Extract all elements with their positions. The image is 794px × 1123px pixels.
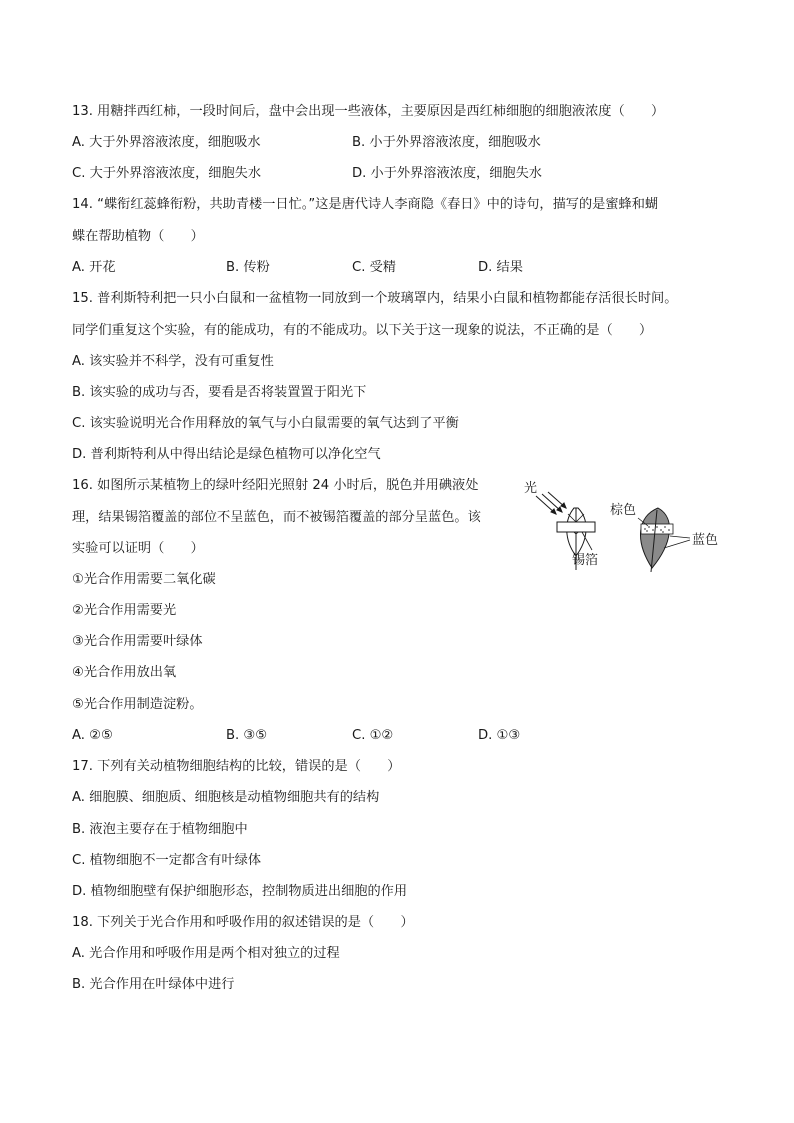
question-16-option-a[interactable]: A. ②⑤ <box>72 728 113 743</box>
question-16-statement-4: ④光合作用放出氧 <box>72 665 177 680</box>
light-label: 光 <box>524 481 538 496</box>
question-15-option-c[interactable]: C. 该实验说明光合作用释放的氧气与小白鼠需要的氧气达到了平衡 <box>72 416 459 431</box>
question-16-option-d[interactable]: D. ①③ <box>478 728 521 743</box>
question-13-option-a[interactable]: A. 大于外界溶液浓度，细胞吸水 <box>72 135 261 150</box>
question-14-stem-line2: 蝶在帮助植物（ ） <box>72 229 204 244</box>
question-14-option-d[interactable]: D. 结果 <box>478 260 523 275</box>
question-17-option-a[interactable]: A. 细胞膜、细胞质、细胞核是动植物细胞共有的结构 <box>72 790 380 805</box>
question-13-option-b[interactable]: B. 小于外界溶液浓度，细胞吸水 <box>352 135 541 150</box>
question-15-option-d[interactable]: D. 普利斯特利从中得出结论是绿色植物可以净化空气 <box>72 447 381 462</box>
question-16-statement-1: ①光合作用需要二氧化碳 <box>72 572 216 587</box>
question-15-stem-line1: 15. 普利斯特利把一只小白鼠和一盆植物一同放到一个玻璃罩内，结果小白鼠和植物都能存活很长时间。 <box>72 291 678 306</box>
question-18-option-a[interactable]: A. 光合作用和呼吸作用是两个相对独立的过程 <box>72 946 340 961</box>
question-13-option-d[interactable]: D. 小于外界溶液浓度，细胞失水 <box>352 166 542 181</box>
blue-label: 蓝色 <box>692 533 719 548</box>
question-17-stem: 17. 下列有关动植物细胞结构的比较，错误的是（ ） <box>72 759 401 774</box>
question-16-option-b[interactable]: B. ③⑤ <box>226 728 268 743</box>
question-17-option-d[interactable]: D. 植物细胞壁有保护细胞形态，控制物质进出细胞的作用 <box>72 884 408 899</box>
question-16-statement-2: ②光合作用需要光 <box>72 603 177 618</box>
question-13-stem: 13. 用糖拌西红柿，一段时间后，盘中会出现一些液体，主要原因是西红柿细胞的细胞液浓度（ ） <box>72 104 665 119</box>
question-16-statement-3: ③光合作用需要叶绿体 <box>72 634 203 649</box>
question-18-stem: 18. 下列关于光合作用和呼吸作用的叙述错误的是（ ） <box>72 915 414 930</box>
question-17-option-b[interactable]: B. 液泡主要存在于植物细胞中 <box>72 822 248 837</box>
question-16-stem-line1: 16. 如图所示某植物上的绿叶经阳光照射 24 小时后，脱色并用碘液处 <box>72 478 479 493</box>
question-16-option-c[interactable]: C. ①② <box>352 728 394 743</box>
question-15-stem-line2: 同学们重复这个实验，有的能成功，有的不能成功。以下关于这一现象的说法，不正确的是（ ） <box>72 323 653 338</box>
question-15-option-b[interactable]: B. 该实验的成功与否，要看是否将装置置于阳光下 <box>72 385 367 400</box>
light-arrows-icon <box>536 492 566 514</box>
question-18-option-b[interactable]: B. 光合作用在叶绿体中进行 <box>72 977 235 992</box>
question-17-option-c[interactable]: C. 植物细胞不一定都含有叶绿体 <box>72 853 262 868</box>
iodine-stained-leaf-icon <box>638 508 690 572</box>
foil-label: 锡箔 <box>572 553 599 568</box>
question-14-option-a[interactable]: A. 开花 <box>72 260 116 275</box>
leaf-experiment-figure <box>520 478 730 578</box>
question-16-statement-5: ⑤光合作用制造淀粉。 <box>72 697 203 712</box>
brown-label: 棕色 <box>610 503 637 518</box>
question-16-stem-line3: 实验可以证明（ ） <box>72 541 204 556</box>
question-14-option-c[interactable]: C. 受精 <box>352 260 396 275</box>
question-14-option-b[interactable]: B. 传粉 <box>226 260 270 275</box>
question-14-stem-line1: 14. “蝶衔红蕊蜂衔粉，共助青楼一日忙。”这是唐代诗人李商隐《春日》中的诗句，描写的是蜜蜂和蝴 <box>72 197 659 212</box>
question-15-option-a[interactable]: A. 该实验并不科学，没有可重复性 <box>72 354 274 369</box>
question-16-stem-line2: 理，结果锡箔覆盖的部位不呈蓝色，而不被锡箔覆盖的部分呈蓝色。该 <box>72 510 481 525</box>
question-13-option-c[interactable]: C. 大于外界溶液浓度，细胞失水 <box>72 166 262 181</box>
